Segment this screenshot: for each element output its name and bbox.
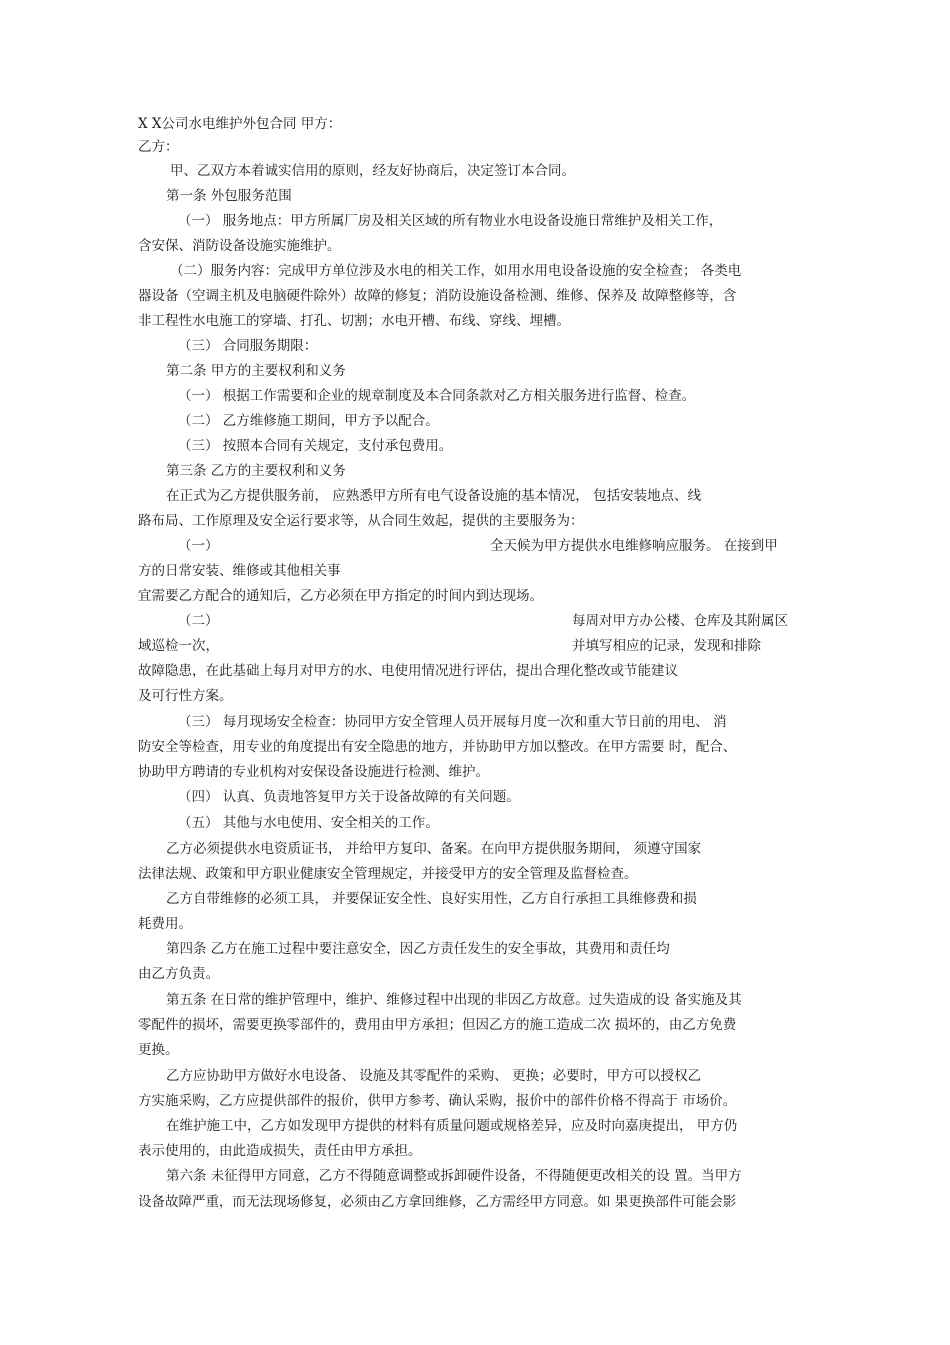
article-1-heading: 第一条 外包服务范围	[166, 188, 292, 204]
qualification-line-2: 法律法规、政策和甲方职业健康安全管理规定，并接受甲方的安全管理及监督检查。	[138, 866, 638, 882]
materials-line-2: 表示使用的，由此造成损失，责任由甲方承担。	[138, 1143, 422, 1159]
article-3-item-2-line-1: 每周对甲方办公楼、仓库及其附属区	[572, 613, 788, 629]
article-3-item-1-line-2: 方的日常安装、维修或其他相关事	[138, 563, 341, 579]
article-4-line-2: 由乙方负责。	[138, 966, 219, 982]
article-5-line-2: 零配件的损坏，需要更换零部件的，费用由甲方承担；但因乙方的施工造成二次 损坏的，由乙方免费	[138, 1017, 737, 1033]
article-2-heading: 第二条 甲方的主要权利和义务	[166, 363, 346, 379]
article-4-line-1: 第四条 乙方在施工过程中要注意安全，因乙方责任发生的安全事故，其费用和责任均	[166, 941, 670, 957]
article-3-heading: 第三条 乙方的主要权利和义务	[166, 463, 346, 479]
party-b-line: 乙方：	[138, 139, 179, 155]
article-1-item-2-line-3: 非工程性水电施工的穿墙、打孔、切割；水电开槽、布线、穿线、埋槽。	[138, 313, 570, 329]
article-3-item-2-line-2a: 域巡检一次，	[138, 638, 219, 654]
tools-line-2: 耗费用。	[138, 916, 192, 932]
article-1-item-2-line-1: （二）服务内容：完成甲方单位涉及水电的相关工作，如用水用电设备设施的安全检查； 各类电	[170, 263, 742, 279]
article-3-item-3-line-2: 防安全等检查，用专业的角度提出有安全隐患的地方，并协助甲方加以整改。在甲方需要 时，配合、	[138, 739, 737, 755]
article-3-item-1-line-1: 全天候为甲方提供水电维修响应服务。 在接到甲	[490, 538, 778, 554]
article-3-item-2-line-4: 及可行性方案。	[138, 688, 233, 704]
contract-title-line: X X公司水电维护外包合同 甲方：	[138, 116, 342, 132]
article-5-line-3: 更换。	[138, 1042, 179, 1058]
article-3-item-1-line-3: 宜需要乙方配合的通知后，乙方必须在甲方指定的时间内到达现场。	[138, 588, 543, 604]
qualification-line-1: 乙方必须提供水电资质证书， 并给甲方复印、备案。在向甲方提供服务期间， 须遵守国家	[166, 841, 702, 857]
article-3-intro-line-2: 路布局、工作原理及安全运行要求等，从合同生效起，提供的主要服务为：	[138, 513, 584, 529]
article-5-line-1: 第五条 在日常的维护管理中，维护、维修过程中出现的非因乙方故意。过失造成的设 备实施及其	[166, 992, 742, 1008]
article-1-item-3-line: （三） 合同服务期限：	[178, 338, 318, 354]
article-1-item-1-line-1: （一） 服务地点：甲方所属厂房及相关区域的所有物业水电设备设施日常维护及相关工作，	[178, 213, 723, 229]
article-6-line-1: 第六条 未征得甲方同意，乙方不得随意调整或拆卸硬件设备，不得随便更改相关的设 置。当甲方	[166, 1168, 742, 1184]
article-3-item-1-label: （一）	[178, 538, 219, 554]
procurement-line-2: 方实施采购，乙方应提供部件的报价，供甲方参考、确认采购，报价中的部件价格不得高于 市场价。	[138, 1093, 737, 1109]
article-1-item-2-line-2: 器设备（空调主机及电脑硬件除外）故障的修复；消防设施设备检测、维修、保养及 故障整修等，含	[138, 288, 737, 304]
article-3-item-4-line: （四） 认真、负责地答复甲方关于设备故障的有关问题。	[178, 789, 520, 805]
article-3-intro-line-1: 在正式为乙方提供服务前， 应熟悉甲方所有电气设备设施的基本情况， 包括安装地点、线	[166, 488, 702, 504]
article-3-item-2-line-3: 故障隐患，在此基础上每月对甲方的水、电使用情况进行评估，提出合理化整改或节能建议	[138, 663, 678, 679]
article-3-item-2-label: （二）	[178, 613, 219, 629]
article-2-item-1-line: （一） 根据工作需要和企业的规章制度及本合同条款对乙方相关服务进行监督、检查。	[178, 388, 696, 404]
preamble-line: 甲、乙双方本着诚实信用的原则，经友好协商后，决定签订本合同。	[170, 163, 575, 179]
procurement-line-1: 乙方应协助甲方做好水电设备、 设施及其零配件的采购、 更换；必要时，甲方可以授权乙	[166, 1068, 702, 1084]
article-3-item-3-line-3: 协助甲方聘请的专业机构对安保设备设施进行检测、维护。	[138, 764, 489, 780]
article-2-item-2-line: （二） 乙方维修施工期间，甲方予以配合。	[178, 413, 439, 429]
materials-line-1: 在维护施工中，乙方如发现甲方提供的材料有质量问题或规格差异，应及时向嘉庚提出， 甲方仍	[166, 1118, 738, 1134]
article-2-item-3-line: （三） 按照本合同有关规定，支付承包费用。	[178, 438, 453, 454]
tools-line-1: 乙方自带维修的必须工具， 并要保证安全性、良好实用性，乙方自行承担工具维修费和损	[166, 891, 697, 907]
article-3-item-3-line-1: （三） 每月现场安全检查：协同甲方安全管理人员开展每月度一次和重大节日前的用电、 消	[178, 714, 727, 730]
article-3-item-2-line-2b: 并填写相应的记录，发现和排除	[572, 638, 761, 654]
article-6-line-2: 设备故障严重，而无法现场修复，必须由乙方拿回维修，乙方需经甲方同意。如 果更换部件可能会影	[138, 1194, 737, 1210]
article-3-item-5-line: （五） 其他与水电使用、安全相关的工作。	[178, 815, 439, 831]
article-1-item-1-line-2: 含安保、消防设备设施实施维护。	[138, 238, 341, 254]
